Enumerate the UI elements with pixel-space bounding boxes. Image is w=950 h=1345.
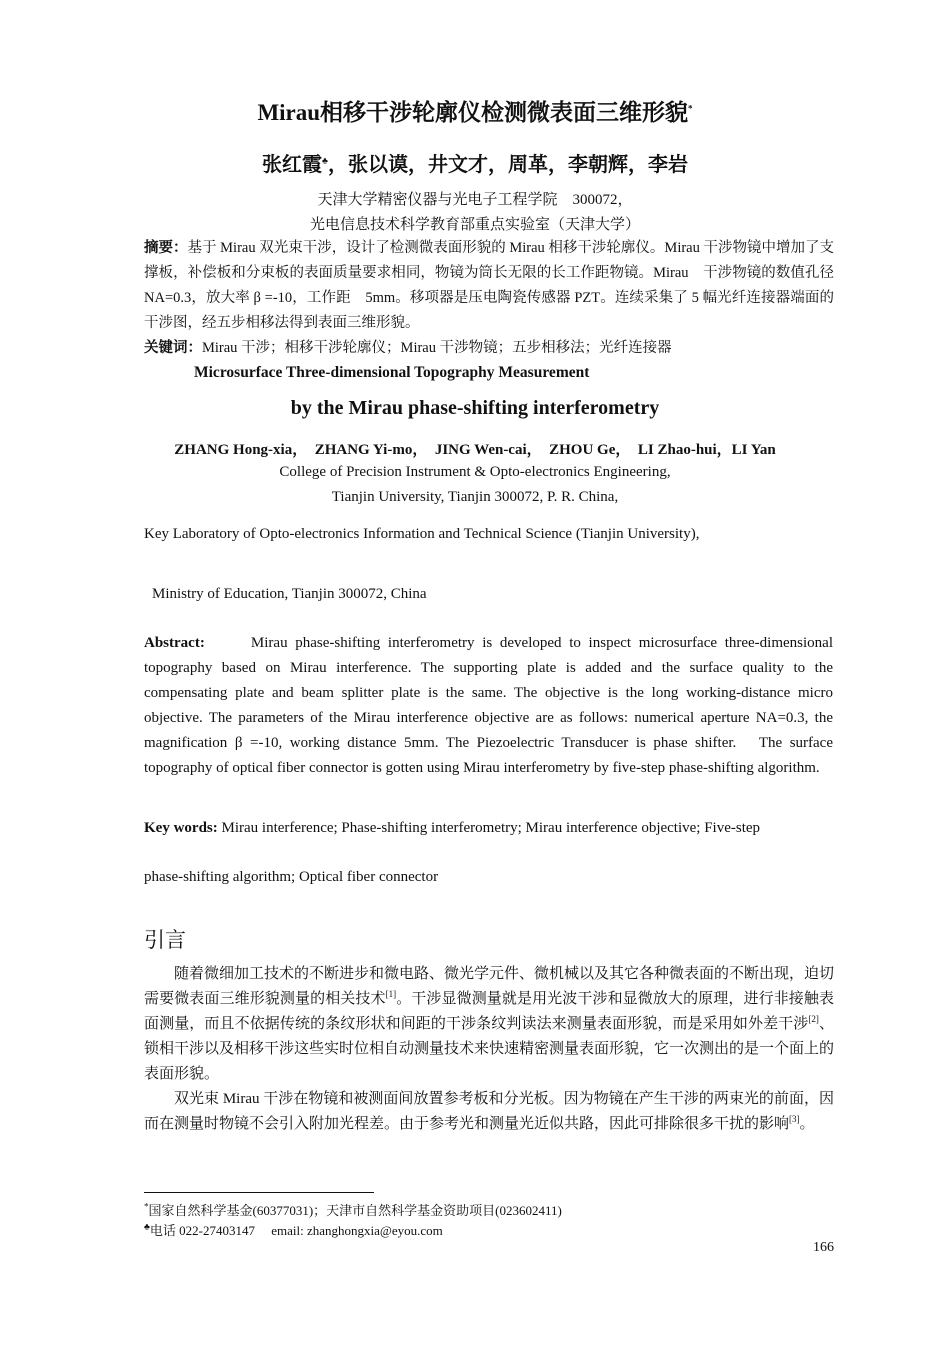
paper-title-cn (0, 94, 950, 127)
paper-title-en-line1: Microsurface Three-dimensional Topography Measurement (194, 364, 590, 381)
keywords-cn-label: 关键词： (144, 340, 202, 356)
abstract-en-label: Abstract: (144, 635, 205, 651)
abstract-en (144, 631, 833, 781)
affiliation-en-line3: Key Laboratory of Opto-electronics Information and Technical Science (Tianjin University), (144, 526, 700, 542)
intro-p2-text-b: 。 (799, 1116, 815, 1132)
abstract-cn (144, 236, 849, 336)
keywords-cn-text: Mirau 干涉；相移干涉轮廓仪；Mirau 干涉物镜；五步相移法；光纤连接器 (202, 340, 672, 356)
section-heading-intro: 引言 (144, 928, 186, 952)
title-text: Mirau相移干涉轮廓仪检测微表面三维形貌 (257, 100, 689, 125)
abstract-cn-label: 摘要： (144, 240, 188, 256)
first-author: 张红霞 (262, 154, 323, 176)
keywords-en-line1: Mirau interference; Phase-shifting interferometry; Mirau interference objective; Five-step (221, 820, 761, 836)
affiliation-en-line1: College of Precision Instrument & Opto-electronics Engineering, (279, 464, 671, 480)
affiliation-en-line2: Tianjin University, Tianjin 300072, P. R. China, (331, 489, 619, 505)
title-footnote-mark: * (688, 103, 693, 114)
other-authors: ，张以谟，井文才，周革，李朝辉，李岩 (327, 154, 688, 176)
keywords-en-line2: phase-shifting algorithm; Optical fiber connector (144, 869, 439, 885)
footnote-1 (144, 1200, 562, 1219)
footnote-2 (144, 1220, 443, 1239)
affiliation-en-line4: Ministry of Education, Tianjin 300072, China (152, 586, 427, 602)
authors-en: ZHANG Hong-xia， ZHANG Yi-mo， JING Wen-cai， ZHOU Ge， LI Zhao-hui，LI Yan (174, 442, 776, 458)
intro-paragraph-2 (144, 1087, 834, 1137)
intro-p1-text-a: 随着微细加工技术的不断进步和微电路、微光学元件、微机械以及其它各种微表面的不断出现，迫切需要微表面三维形貌测量的相关技术 (144, 966, 835, 1007)
abstract-cn-text: 基于 Mirau 双光束干涉，设计了检测微表面形貌的 Mirau 相移干涉轮廓仪。Mirau 干涉物镜中增加了支撑板，补偿板和分束板的表面质量要求相同，物镜为筒长无限的长工作距物镜。Mirau 干涉物镜的数值孔径 NA=0.3，放大率 β =-10，工作距 5mm。移项器是压电陶瓷传感器 PZT。连续采集了 5 幅光纤连接器端面的干涉图，经五步相移法得到表面三维形貌。 (144, 240, 849, 331)
paper-title-en-line2: by the Mirau phase-shifting interferometry (290, 397, 660, 419)
citation-2: [2] (808, 1014, 819, 1024)
intro-p1-text-b: 。干涉显微测量就是用光波干涉和显微放大的原理，进行非接触表面测量，而且不依据传统的条纹形状和间距的干涉条纹判读法来测量表面形貌，而是采用如外差干涉 (144, 991, 834, 1032)
footnote-1-text: 国家自然科学基金(60377031)；天津市自然科学基金资助项目(023602411) (148, 1203, 562, 1218)
citation-1: [1] (385, 989, 397, 999)
intro-p2-text-a: 双光束 Mirau 干涉在物镜和被测面间放置参考板和分光板。因为物镜在产生干涉的两束光的前面，因而在测量时物镜不会引入附加光程差。由于参考光和测量光近似共路，因此可排除很多干扰的影响 (144, 1091, 834, 1132)
abstract-en-text: Mirau phase-shifting interferometry is developed to inspect microsurface three-dimensional topography based on Mirau interference. The supporting plate is added and the surface quality to the compensating plate and beam splitter plate is the same. The objective is the long working-distance micro objective. The parameters of the Mirau interference objective are as follows: numerical aperture NA=0.3, the magnification β =-10, working distance 5mm. The Piezoelectric Transducer is phase shifter. The surface topography of optical fiber connector is gotten using Mirau interferometry by five-step phase-shifting algorithm. (144, 635, 833, 776)
footnote-divider (144, 1192, 374, 1193)
page-number: 166 (813, 1240, 834, 1255)
authors-cn (0, 148, 950, 177)
author-footnote-mark: ♣ (322, 155, 328, 166)
keywords-en-label: Key words: (144, 820, 218, 836)
keywords-cn (144, 336, 834, 361)
intro-p1-text-c: 、锁相干涉以及相移干涉这些实时位相自动测量技术来快速精密测量表面形貌，它一次测出的是一个面上的表面形貌。 (144, 1016, 835, 1082)
intro-paragraph-1 (144, 962, 834, 1087)
footnote-2-text: 电话 022-27403147 email: zhanghongxia@eyou.com (149, 1223, 443, 1238)
footnote-2-mark: ♣ (144, 1221, 150, 1232)
affiliation-cn-line1: 天津大学精密仪器与光电子工程学院 300072， (317, 192, 633, 208)
keywords-en (144, 820, 834, 837)
citation-3: [3] (789, 1114, 800, 1124)
affiliation-cn-line2: 光电信息技术科学教育部重点实验室（天津大学） (309, 217, 640, 233)
footnote-1-mark: * (144, 1201, 149, 1212)
